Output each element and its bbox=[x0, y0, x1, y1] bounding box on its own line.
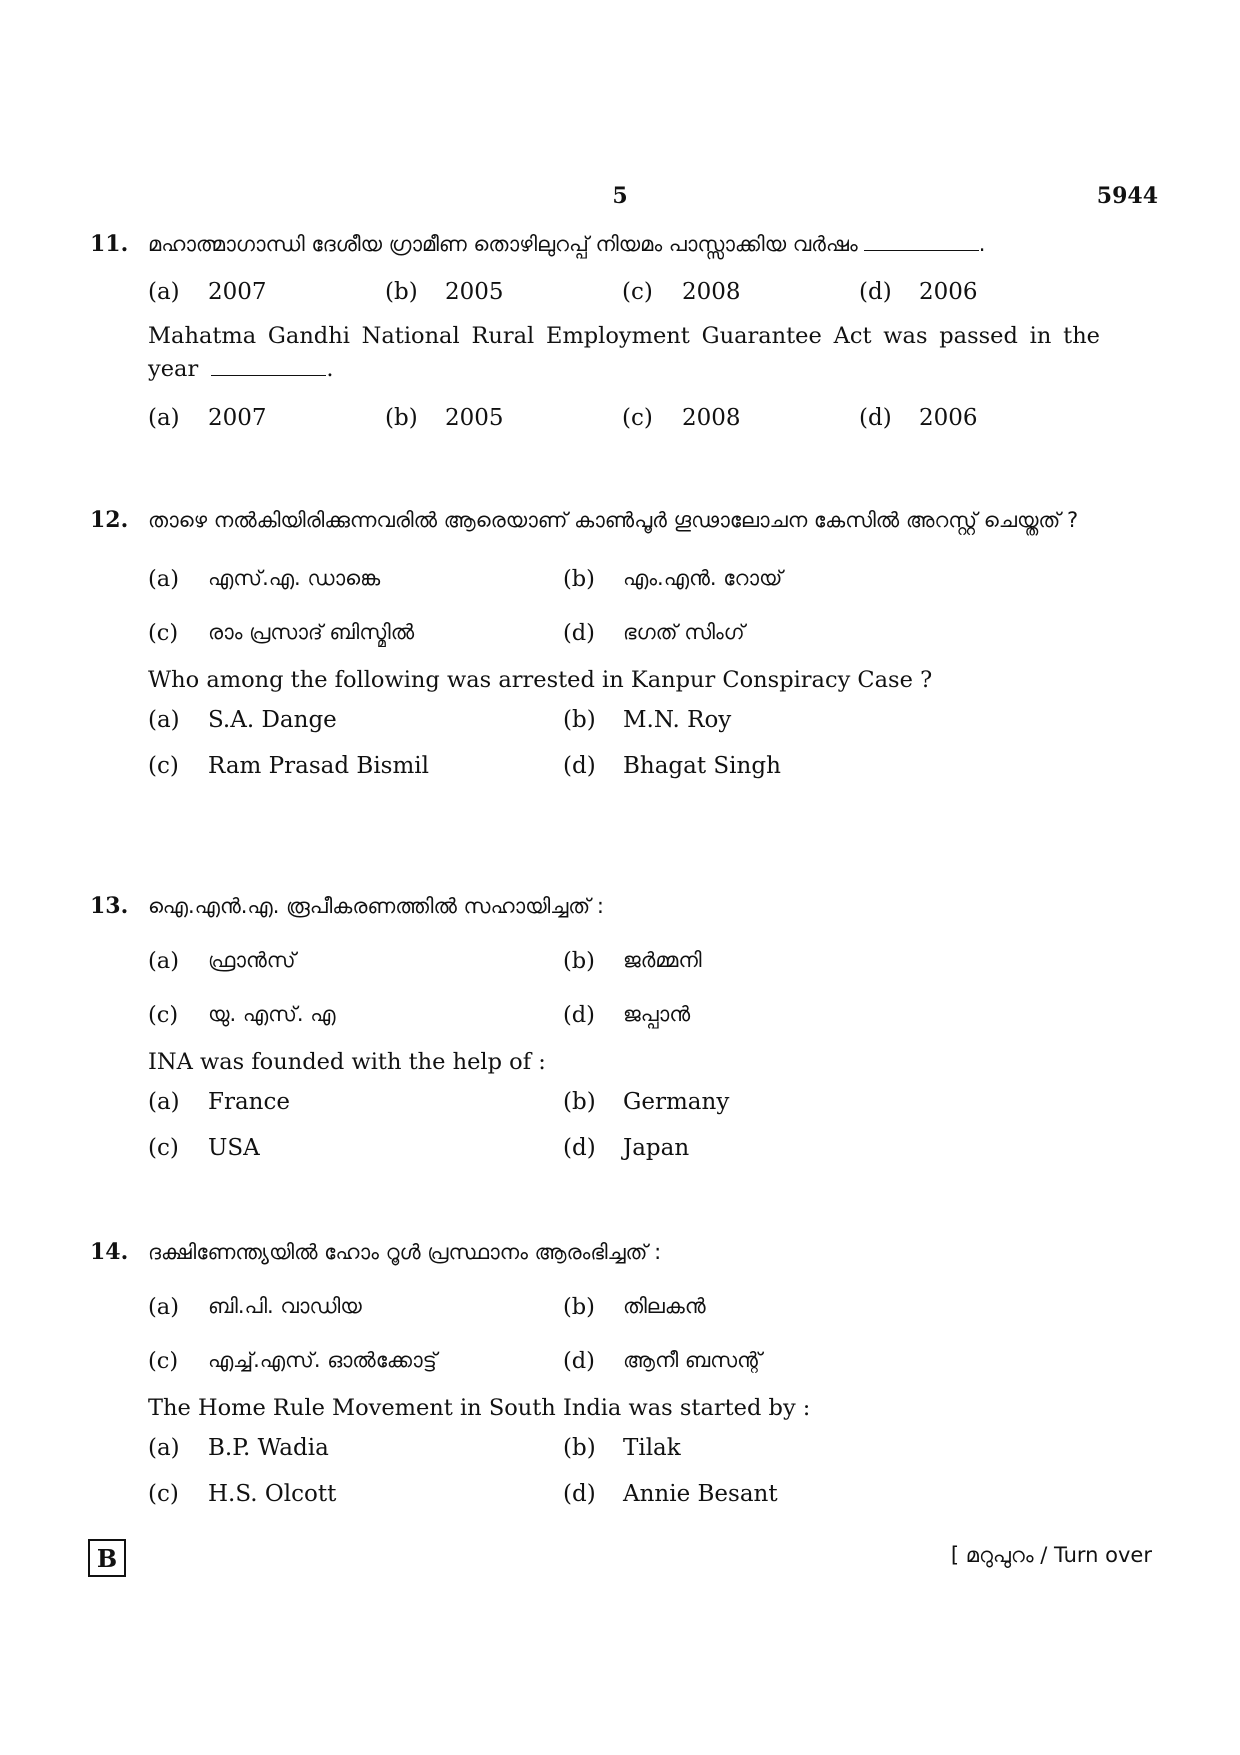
option-d: (d) ഭഗത് സിംഗ് bbox=[563, 620, 745, 646]
option-b: (b) എം.എൻ. റോയ് bbox=[563, 566, 783, 592]
question-number: 14. bbox=[90, 1239, 129, 1265]
option-a: (a) S.A. Dange bbox=[148, 707, 337, 733]
question-text-ml: മഹാത്മാഗാന്ധി ദേശീയ ഗ്രാമീണ തൊഴിലുറപ്പ് നിയമം പാസ്സാക്കിയ വർഷം bbox=[148, 232, 858, 256]
version-box: B bbox=[88, 1539, 126, 1577]
option-c: (c) 2008 bbox=[622, 279, 741, 305]
option-d: (d) 2006 bbox=[859, 279, 978, 305]
option-c: (c) യു. എസ്. എ bbox=[148, 1002, 336, 1028]
question-text-en: Who among the following was arrested in Kanpur Conspiracy Case ? bbox=[148, 667, 933, 693]
question-14 bbox=[90, 1236, 1100, 1517]
question-13 bbox=[90, 890, 1100, 1171]
paper-code: 5944 bbox=[1096, 183, 1158, 209]
question-11: 11. മഹാത്മാഗാന്ധി ദേശീയ ഗ്രാമീണ തൊഴിലുറപ്പ് നിയമം പാസ്സാക്കിയ വർഷം . (a) 2007 (b) 2005 (c) 2008 (d) 2006 Mahatma Gandhi National Rural Employment Guarantee Act was passed in the year . (a) 2007 (b) 2005 (c) 2008 (d) 2006 bbox=[90, 231, 1100, 431]
answer-blank bbox=[864, 250, 979, 251]
option-c: (c) Ram Prasad Bismil bbox=[148, 753, 429, 779]
option-a: (a) ബി.പി. വാഡിയ bbox=[148, 1294, 362, 1320]
option-b: (b) ജർമ്മനി bbox=[563, 948, 702, 974]
question-text-ml: താഴെ നൽകിയിരിക്കുന്നവരിൽ ആരെയാണ് കാൺപൂർ ഗൂഢാലോചന കേസിൽ അറസ്റ്റ് ചെയ്തത് ? bbox=[148, 508, 1079, 532]
option-c: (c) രാം പ്രസാദ് ബിസ്മിൽ bbox=[148, 620, 415, 646]
option-b: (b) Germany bbox=[563, 1089, 730, 1115]
option-b: (b) M.N. Roy bbox=[563, 707, 732, 733]
option-c: (c) 2008 bbox=[622, 405, 741, 431]
option-a: (a) ഫ്രാൻസ് bbox=[148, 948, 296, 974]
option-b: (b) തിലകൻ bbox=[563, 1294, 706, 1320]
option-c: (c) H.S. Olcott bbox=[148, 1481, 337, 1507]
option-c: (c) USA bbox=[148, 1135, 260, 1161]
option-a: (a) എസ്.എ. ഡാങ്കെ bbox=[148, 566, 381, 592]
option-a: (a) 2007 bbox=[148, 279, 267, 305]
option-d: (d) Annie Besant bbox=[563, 1481, 778, 1507]
question-number: 12. bbox=[90, 507, 129, 533]
question-text-en: INA was founded with the help of : bbox=[148, 1049, 546, 1075]
question-number: 13. bbox=[90, 893, 129, 919]
question-text-en: The Home Rule Movement in South India was started by : bbox=[148, 1395, 811, 1421]
answer-blank bbox=[211, 375, 326, 376]
option-b: (b) Tilak bbox=[563, 1435, 681, 1461]
option-d: (d) ആനീ ബസന്റ് bbox=[563, 1348, 762, 1374]
option-d: (d) ജപ്പാൻ bbox=[563, 1002, 691, 1028]
option-a: (a) B.P. Wadia bbox=[148, 1435, 329, 1461]
option-b: (b) 2005 bbox=[385, 405, 504, 431]
question-12 bbox=[90, 500, 1100, 789]
question-text-ml: ദക്ഷിണേന്ത്യയിൽ ഹോം റൂൾ പ്രസ്ഥാനം ആരംഭിച്ചത് : bbox=[148, 1240, 662, 1264]
option-a: (a) France bbox=[148, 1089, 290, 1115]
option-a: (a) 2007 bbox=[148, 405, 267, 431]
question-number: 11. bbox=[90, 231, 129, 257]
page-number: 5 bbox=[612, 183, 628, 209]
turn-over-note: [ മറുപുറം / Turn over bbox=[950, 1543, 1152, 1567]
option-d: (d) Japan bbox=[563, 1135, 690, 1161]
question-text-en: Mahatma Gandhi National Rural Employment Guarantee Act was passed in the year . bbox=[148, 323, 1100, 382]
option-d: (d) 2006 bbox=[859, 405, 978, 431]
option-c: (c) എച്ച്.എസ്. ഓൽക്കോട്ട് bbox=[148, 1348, 437, 1374]
option-b: (b) 2005 bbox=[385, 279, 504, 305]
option-d: (d) Bhagat Singh bbox=[563, 753, 781, 779]
question-text-ml: ഐ.എൻ.എ. രൂപീകരണത്തിൽ സഹായിച്ചത് : bbox=[148, 894, 604, 918]
